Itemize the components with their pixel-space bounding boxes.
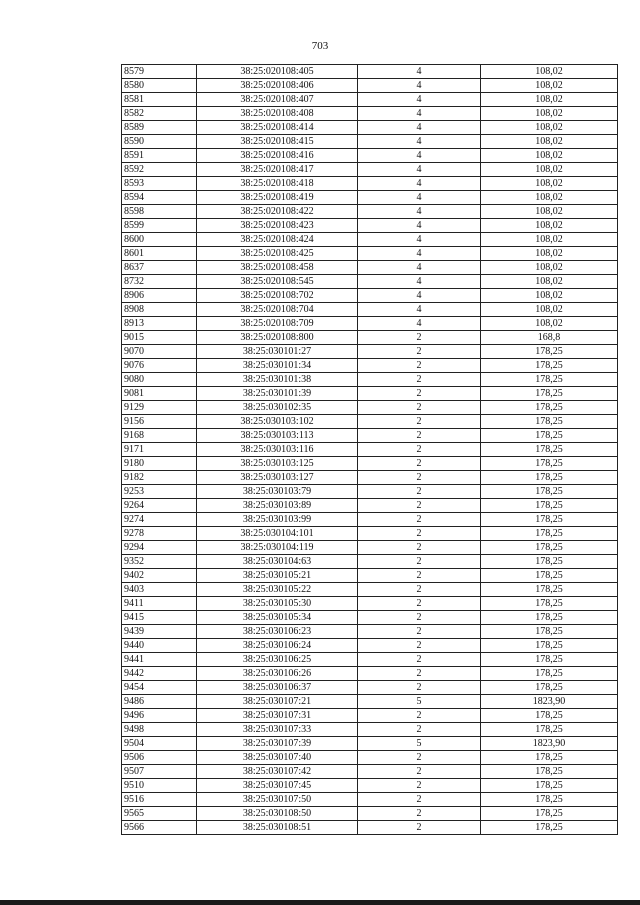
- table-row: [122, 135, 618, 149]
- table-row: [122, 121, 618, 135]
- cadastral-number-cell: 38:25:030104:101: [197, 527, 358, 541]
- table-row: [122, 345, 618, 359]
- cadastral-number-cell: 38:25:030101:38: [197, 373, 358, 387]
- table-row: [122, 331, 618, 345]
- category-cell: 2: [358, 779, 481, 793]
- category-cell: 2: [358, 541, 481, 555]
- category-cell: 4: [358, 219, 481, 233]
- value-cell: 178,25: [481, 555, 618, 569]
- row-number-cell: 9496: [122, 709, 197, 723]
- cadastral-number-cell: 38:25:020108:406: [197, 79, 358, 93]
- category-cell: 2: [358, 639, 481, 653]
- cadastral-number-cell: 38:25:030108:51: [197, 821, 358, 835]
- value-cell: 108,02: [481, 177, 618, 191]
- value-cell: 1823,90: [481, 695, 618, 709]
- row-number-cell: 9264: [122, 499, 197, 513]
- row-number-cell: 8590: [122, 135, 197, 149]
- row-number-cell: 8592: [122, 163, 197, 177]
- row-number-cell: 9278: [122, 527, 197, 541]
- category-cell: 4: [358, 317, 481, 331]
- row-number-cell: 8908: [122, 303, 197, 317]
- row-number-cell: 8637: [122, 261, 197, 275]
- table-row: [122, 303, 618, 317]
- category-cell: 4: [358, 79, 481, 93]
- row-number-cell: 9565: [122, 807, 197, 821]
- row-number-cell: 9440: [122, 639, 197, 653]
- category-cell: 2: [358, 443, 481, 457]
- category-cell: 2: [358, 331, 481, 345]
- cadastral-number-cell: 38:25:020108:545: [197, 275, 358, 289]
- category-cell: 2: [358, 723, 481, 737]
- value-cell: 178,25: [481, 765, 618, 779]
- table-row: [122, 555, 618, 569]
- cadastral-number-cell: 38:25:030103:125: [197, 457, 358, 471]
- category-cell: 4: [358, 163, 481, 177]
- table-row: [122, 597, 618, 611]
- value-cell: 178,25: [481, 653, 618, 667]
- value-cell: 108,02: [481, 219, 618, 233]
- category-cell: 4: [358, 233, 481, 247]
- category-cell: 2: [358, 709, 481, 723]
- table-row: [122, 471, 618, 485]
- row-number-cell: 9454: [122, 681, 197, 695]
- value-cell: 178,25: [481, 779, 618, 793]
- cadastral-number-cell: 38:25:020108:800: [197, 331, 358, 345]
- category-cell: 2: [358, 373, 481, 387]
- table-row: [122, 149, 618, 163]
- category-cell: 4: [358, 205, 481, 219]
- category-cell: 2: [358, 751, 481, 765]
- cadastral-number-cell: 38:25:030107:39: [197, 737, 358, 751]
- value-cell: 178,25: [481, 457, 618, 471]
- cadastral-number-cell: 38:25:030103:89: [197, 499, 358, 513]
- value-cell: 178,25: [481, 793, 618, 807]
- row-number-cell: 9403: [122, 583, 197, 597]
- row-number-cell: 8906: [122, 289, 197, 303]
- category-cell: 4: [358, 191, 481, 205]
- table-row: [122, 611, 618, 625]
- value-cell: 178,25: [481, 639, 618, 653]
- row-number-cell: 9352: [122, 555, 197, 569]
- value-cell: 178,25: [481, 681, 618, 695]
- cadastral-number-cell: 38:25:030104:119: [197, 541, 358, 555]
- table-row: [122, 513, 618, 527]
- row-number-cell: 9294: [122, 541, 197, 555]
- row-number-cell: 8732: [122, 275, 197, 289]
- value-cell: 178,25: [481, 807, 618, 821]
- row-number-cell: 8601: [122, 247, 197, 261]
- table-row: [122, 751, 618, 765]
- table-row: [122, 527, 618, 541]
- row-number-cell: 9415: [122, 611, 197, 625]
- table-row: [122, 569, 618, 583]
- page-number: 703: [311, 40, 329, 52]
- cadastral-number-cell: 38:25:030101:39: [197, 387, 358, 401]
- cadastral-number-cell: 38:25:030102:35: [197, 401, 358, 415]
- value-cell: 178,25: [481, 541, 618, 555]
- row-number-cell: 9498: [122, 723, 197, 737]
- value-cell: 178,25: [481, 527, 618, 541]
- row-number-cell: 9076: [122, 359, 197, 373]
- value-cell: 178,25: [481, 443, 618, 457]
- cadastral-number-cell: 38:25:030105:34: [197, 611, 358, 625]
- value-cell: 178,25: [481, 597, 618, 611]
- category-cell: 4: [358, 93, 481, 107]
- value-cell: 168,8: [481, 331, 618, 345]
- table-row: [122, 415, 618, 429]
- row-number-cell: 8582: [122, 107, 197, 121]
- cadastral-number-cell: 38:25:030106:24: [197, 639, 358, 653]
- value-cell: 108,02: [481, 163, 618, 177]
- row-number-cell: 9182: [122, 471, 197, 485]
- row-number-cell: 9129: [122, 401, 197, 415]
- row-number-cell: 9516: [122, 793, 197, 807]
- row-number-cell: 8591: [122, 149, 197, 163]
- table-row: [122, 317, 618, 331]
- value-cell: 178,25: [481, 611, 618, 625]
- table-row: [122, 779, 618, 793]
- row-number-cell: 9442: [122, 667, 197, 681]
- table-row: [122, 709, 618, 723]
- row-number-cell: 9015: [122, 331, 197, 345]
- value-cell: 178,25: [481, 415, 618, 429]
- table-row: [122, 65, 618, 79]
- cadastral-number-cell: 38:25:020108:405: [197, 65, 358, 79]
- table-row: [122, 737, 618, 751]
- table-row: [122, 639, 618, 653]
- table-row: [122, 289, 618, 303]
- category-cell: 2: [358, 569, 481, 583]
- table-row: [122, 401, 618, 415]
- cadastral-number-cell: 38:25:020108:408: [197, 107, 358, 121]
- category-cell: 2: [358, 415, 481, 429]
- row-number-cell: 8593: [122, 177, 197, 191]
- value-cell: 108,02: [481, 317, 618, 331]
- row-number-cell: 9070: [122, 345, 197, 359]
- cadastral-number-cell: 38:25:030107:21: [197, 695, 358, 709]
- category-cell: 2: [358, 401, 481, 415]
- cadastral-number-cell: 38:25:030105:22: [197, 583, 358, 597]
- category-cell: 2: [358, 793, 481, 807]
- row-number-cell: 8598: [122, 205, 197, 219]
- table-row: [122, 695, 618, 709]
- category-cell: 4: [358, 121, 481, 135]
- value-cell: 178,25: [481, 485, 618, 499]
- cadastral-number-cell: 38:25:020108:423: [197, 219, 358, 233]
- table-row: [122, 233, 618, 247]
- category-cell: 4: [358, 135, 481, 149]
- value-cell: 108,02: [481, 149, 618, 163]
- cadastral-number-cell: 38:25:030107:45: [197, 779, 358, 793]
- category-cell: 2: [358, 429, 481, 443]
- cadastral-number-cell: 38:25:030107:33: [197, 723, 358, 737]
- cadastral-number-cell: 38:25:030106:37: [197, 681, 358, 695]
- table-row: [122, 807, 618, 821]
- table-row: [122, 219, 618, 233]
- row-number-cell: 8599: [122, 219, 197, 233]
- cadastral-number-cell: 38:25:030103:79: [197, 485, 358, 499]
- registry-table-body: [122, 65, 618, 835]
- table-row: [122, 205, 618, 219]
- value-cell: 108,02: [481, 275, 618, 289]
- table-row: [122, 191, 618, 205]
- row-number-cell: 9441: [122, 653, 197, 667]
- category-cell: 2: [358, 765, 481, 779]
- row-number-cell: 8581: [122, 93, 197, 107]
- cadastral-number-cell: 38:25:030103:113: [197, 429, 358, 443]
- value-cell: 108,02: [481, 303, 618, 317]
- table-row: [122, 653, 618, 667]
- cadastral-number-cell: 38:25:030106:26: [197, 667, 358, 681]
- cadastral-number-cell: 38:25:020108:416: [197, 149, 358, 163]
- row-number-cell: 9274: [122, 513, 197, 527]
- table-row: [122, 429, 618, 443]
- table-row: [122, 793, 618, 807]
- cadastral-number-cell: 38:25:030104:63: [197, 555, 358, 569]
- category-cell: 5: [358, 737, 481, 751]
- table-row: [122, 625, 618, 639]
- value-cell: 178,25: [481, 345, 618, 359]
- value-cell: 1823,90: [481, 737, 618, 751]
- value-cell: 178,25: [481, 429, 618, 443]
- category-cell: 2: [358, 597, 481, 611]
- category-cell: 2: [358, 457, 481, 471]
- table-row: [122, 247, 618, 261]
- category-cell: 2: [358, 471, 481, 485]
- cadastral-number-cell: 38:25:030106:25: [197, 653, 358, 667]
- category-cell: 4: [358, 65, 481, 79]
- row-number-cell: 9081: [122, 387, 197, 401]
- category-cell: 2: [358, 821, 481, 835]
- category-cell: 4: [358, 261, 481, 275]
- table-row: [122, 373, 618, 387]
- category-cell: 2: [358, 653, 481, 667]
- cadastral-number-cell: 38:25:030103:99: [197, 513, 358, 527]
- category-cell: 2: [358, 611, 481, 625]
- cadastral-number-cell: 38:25:030107:42: [197, 765, 358, 779]
- category-cell: 2: [358, 485, 481, 499]
- value-cell: 178,25: [481, 499, 618, 513]
- category-cell: 2: [358, 359, 481, 373]
- cadastral-number-cell: 38:25:020108:704: [197, 303, 358, 317]
- cadastral-number-cell: 38:25:020108:425: [197, 247, 358, 261]
- row-number-cell: 9171: [122, 443, 197, 457]
- cadastral-number-cell: 38:25:020108:422: [197, 205, 358, 219]
- value-cell: 178,25: [481, 583, 618, 597]
- category-cell: 2: [358, 555, 481, 569]
- cadastral-number-cell: 38:25:030101:27: [197, 345, 358, 359]
- category-cell: 4: [358, 177, 481, 191]
- table-row: [122, 499, 618, 513]
- category-cell: 4: [358, 149, 481, 163]
- row-number-cell: 9510: [122, 779, 197, 793]
- table-row: [122, 177, 618, 191]
- category-cell: 2: [358, 667, 481, 681]
- row-number-cell: 9080: [122, 373, 197, 387]
- table-row: [122, 457, 618, 471]
- value-cell: 178,25: [481, 821, 618, 835]
- category-cell: 4: [358, 247, 481, 261]
- cadastral-number-cell: 38:25:020108:407: [197, 93, 358, 107]
- cadastral-number-cell: 38:25:030108:50: [197, 807, 358, 821]
- cadastral-number-cell: 38:25:020108:417: [197, 163, 358, 177]
- value-cell: 108,02: [481, 205, 618, 219]
- value-cell: 178,25: [481, 751, 618, 765]
- row-number-cell: 9180: [122, 457, 197, 471]
- registry-table: [121, 64, 618, 835]
- value-cell: 178,25: [481, 709, 618, 723]
- row-number-cell: 9504: [122, 737, 197, 751]
- value-cell: 178,25: [481, 359, 618, 373]
- value-cell: 178,25: [481, 401, 618, 415]
- cadastral-number-cell: 38:25:020108:419: [197, 191, 358, 205]
- row-number-cell: 9168: [122, 429, 197, 443]
- category-cell: 4: [358, 107, 481, 121]
- category-cell: 5: [358, 695, 481, 709]
- category-cell: 2: [358, 527, 481, 541]
- value-cell: 178,25: [481, 723, 618, 737]
- cadastral-number-cell: 38:25:030107:40: [197, 751, 358, 765]
- row-number-cell: 8594: [122, 191, 197, 205]
- value-cell: 178,25: [481, 387, 618, 401]
- value-cell: 108,02: [481, 107, 618, 121]
- row-number-cell: 8913: [122, 317, 197, 331]
- table-row: [122, 541, 618, 555]
- cadastral-number-cell: 38:25:030106:23: [197, 625, 358, 639]
- cadastral-number-cell: 38:25:020108:709: [197, 317, 358, 331]
- row-number-cell: 9411: [122, 597, 197, 611]
- table-row: [122, 275, 618, 289]
- category-cell: 2: [358, 513, 481, 527]
- table-row: [122, 485, 618, 499]
- value-cell: 108,02: [481, 65, 618, 79]
- value-cell: 108,02: [481, 79, 618, 93]
- value-cell: 178,25: [481, 471, 618, 485]
- value-cell: 178,25: [481, 569, 618, 583]
- cadastral-number-cell: 38:25:030103:127: [197, 471, 358, 485]
- value-cell: 108,02: [481, 93, 618, 107]
- table-row: [122, 79, 618, 93]
- table-row: [122, 387, 618, 401]
- cadastral-number-cell: 38:25:020108:458: [197, 261, 358, 275]
- table-row: [122, 107, 618, 121]
- category-cell: 4: [358, 275, 481, 289]
- table-row: [122, 681, 618, 695]
- value-cell: 178,25: [481, 667, 618, 681]
- table-row: [122, 667, 618, 681]
- value-cell: 178,25: [481, 625, 618, 639]
- category-cell: 2: [358, 807, 481, 821]
- category-cell: 4: [358, 303, 481, 317]
- category-cell: 2: [358, 387, 481, 401]
- table-row: [122, 723, 618, 737]
- cadastral-number-cell: 38:25:020108:702: [197, 289, 358, 303]
- cadastral-number-cell: 38:25:030107:31: [197, 709, 358, 723]
- value-cell: 108,02: [481, 233, 618, 247]
- row-number-cell: 8600: [122, 233, 197, 247]
- row-number-cell: 9506: [122, 751, 197, 765]
- cadastral-number-cell: 38:25:030103:116: [197, 443, 358, 457]
- cadastral-number-cell: 38:25:020108:414: [197, 121, 358, 135]
- row-number-cell: 8589: [122, 121, 197, 135]
- cadastral-number-cell: 38:25:030105:30: [197, 597, 358, 611]
- table-row: [122, 443, 618, 457]
- table-row: [122, 359, 618, 373]
- value-cell: 108,02: [481, 121, 618, 135]
- value-cell: 108,02: [481, 191, 618, 205]
- row-number-cell: 9507: [122, 765, 197, 779]
- row-number-cell: 9402: [122, 569, 197, 583]
- cadastral-number-cell: 38:25:020108:415: [197, 135, 358, 149]
- value-cell: 178,25: [481, 513, 618, 527]
- table-row: [122, 93, 618, 107]
- cadastral-number-cell: 38:25:020108:418: [197, 177, 358, 191]
- cadastral-number-cell: 38:25:030107:50: [197, 793, 358, 807]
- value-cell: 178,25: [481, 373, 618, 387]
- row-number-cell: 9486: [122, 695, 197, 709]
- row-number-cell: 9439: [122, 625, 197, 639]
- category-cell: 2: [358, 625, 481, 639]
- row-number-cell: 9566: [122, 821, 197, 835]
- table-row: [122, 821, 618, 835]
- row-number-cell: 8579: [122, 65, 197, 79]
- cadastral-number-cell: 38:25:020108:424: [197, 233, 358, 247]
- table-row: [122, 765, 618, 779]
- row-number-cell: 9156: [122, 415, 197, 429]
- cadastral-number-cell: 38:25:030101:34: [197, 359, 358, 373]
- value-cell: 108,02: [481, 135, 618, 149]
- value-cell: 108,02: [481, 247, 618, 261]
- table-row: [122, 583, 618, 597]
- category-cell: 2: [358, 681, 481, 695]
- value-cell: 108,02: [481, 261, 618, 275]
- cadastral-number-cell: 38:25:030105:21: [197, 569, 358, 583]
- row-number-cell: 9253: [122, 485, 197, 499]
- row-number-cell: 8580: [122, 79, 197, 93]
- table-row: [122, 261, 618, 275]
- value-cell: 108,02: [481, 289, 618, 303]
- category-cell: 2: [358, 499, 481, 513]
- category-cell: 2: [358, 583, 481, 597]
- category-cell: 4: [358, 289, 481, 303]
- cadastral-number-cell: 38:25:030103:102: [197, 415, 358, 429]
- table-row: [122, 163, 618, 177]
- scan-edge-bar: [0, 900, 640, 905]
- category-cell: 2: [358, 345, 481, 359]
